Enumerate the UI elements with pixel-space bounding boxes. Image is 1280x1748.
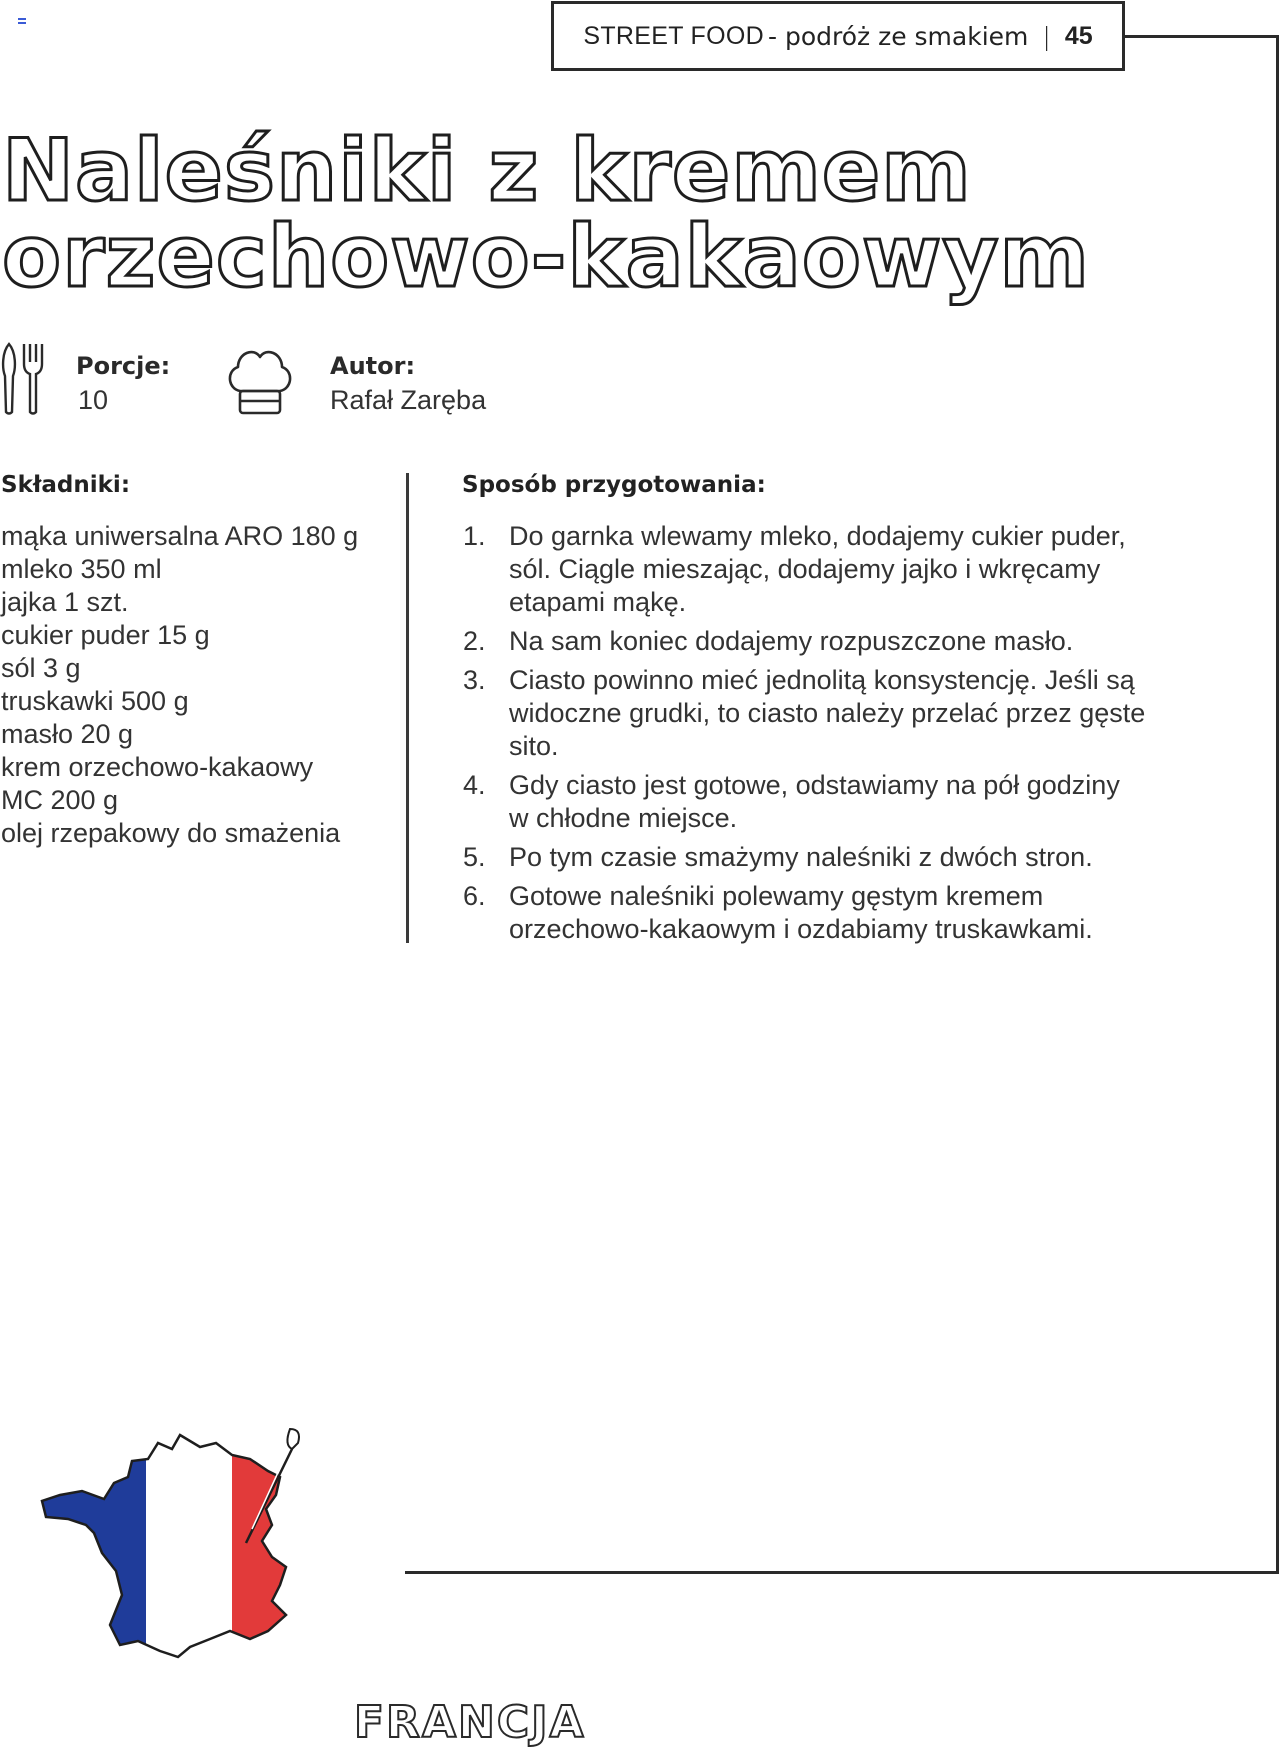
step-line: Gdy ciasto jest gotowe, odstawiamy na pół godziny (509, 770, 1120, 800)
ingredient-item: mleko 350 ml (1, 554, 162, 584)
step-item (463, 520, 1223, 619)
step-number: 3. (463, 665, 486, 695)
step-text (509, 841, 1223, 874)
recipe-title (2, 121, 1242, 307)
step-line: Do garnka wlewamy mleko, dodajemy cukier puder, (509, 521, 1126, 551)
preparation-heading: Sposób przygotowania: (462, 472, 766, 498)
step-item (463, 625, 1223, 658)
ingredient-item: jajka 1 szt. (1, 587, 129, 617)
ingredient-item: olej rzepakowy do smażenia (1, 818, 341, 848)
step-item (463, 880, 1223, 946)
step-line: Po tym czasie smażymy naleśniki z dwóch stron. (509, 842, 1093, 872)
column-divider (406, 473, 409, 943)
flag-stripe-red (232, 1425, 330, 1665)
servings-label: Porcje: (76, 352, 171, 380)
step-number: 2. (463, 626, 486, 656)
author-label: Autor: (330, 352, 416, 380)
step-item (463, 841, 1223, 874)
header-separator: | (1042, 21, 1051, 51)
step-number: 1. (463, 521, 486, 551)
recipe-title-line: orzechowo-kakaowym (2, 207, 1091, 307)
step-text (509, 880, 1223, 946)
step-item (463, 664, 1223, 763)
series-title: STREET FOOD (583, 21, 764, 50)
step-item (463, 769, 1223, 835)
flag-stripe-blue (40, 1425, 146, 1665)
ingredient-item: masło 20 g (1, 719, 134, 749)
ingredient-item: truskawki 500 g (1, 686, 189, 716)
preparation-steps (463, 520, 1223, 952)
step-line: etapami mąkę. (509, 587, 687, 617)
frame-line-right (1276, 35, 1279, 1574)
ingredient-item: sól 3 g (1, 653, 81, 683)
country-name: FRANCJA (354, 1697, 586, 1748)
author-value: Rafał Zaręba (330, 385, 487, 415)
step-text (509, 769, 1223, 835)
step-line: sól. Ciągle mieszając, dodajemy jajko i wkręcamy (509, 554, 1101, 584)
step-number: 6. (463, 881, 486, 911)
step-line: sito. (509, 731, 559, 761)
step-text (509, 625, 1223, 658)
france-flag-map-icon (40, 1425, 330, 1665)
corner-mark (18, 18, 26, 24)
flag-stripe-white (146, 1425, 232, 1665)
ingredient-item: MC 200 g (1, 785, 119, 815)
frame-line-top (1125, 35, 1279, 38)
page-number: 45 (1064, 21, 1093, 50)
ingredients-heading: Składniki: (1, 472, 131, 498)
ingredient-item: cukier puder 15 g (1, 620, 210, 650)
recipe-title-line: Naleśniki z kremem (2, 121, 972, 221)
series-subtitle: - podróż ze smakiem (767, 21, 1029, 51)
frame-line-bottom (405, 1571, 1279, 1574)
step-line: Na sam koniec dodajemy rozpuszczone masło. (509, 626, 1074, 656)
step-text (509, 664, 1223, 763)
step-line: orzechowo-kakaowym i ozdabiamy truskawkami. (509, 914, 1093, 944)
ingredient-item: mąka uniwersalna ARO 180 g (1, 521, 359, 551)
step-line: Ciasto powinno mieć jednolitą konsystencję. Jeśli są (509, 665, 1135, 695)
step-number: 5. (463, 842, 486, 872)
step-text (509, 520, 1223, 619)
chef-hat-icon (226, 345, 294, 417)
ingredient-item: krem orzechowo-kakaowy (1, 752, 314, 782)
running-header (551, 1, 1125, 71)
step-line: Gotowe naleśniki polewamy gęstym kremem (509, 881, 1044, 911)
ingredients-list (1, 520, 391, 850)
servings-value: 10 (78, 385, 109, 415)
step-line: w chłodne miejsce. (509, 803, 738, 833)
step-line: widoczne grudki, to ciasto należy przelać przez gęste (509, 698, 1146, 728)
cutlery-icon (0, 342, 44, 416)
step-number: 4. (463, 770, 486, 800)
